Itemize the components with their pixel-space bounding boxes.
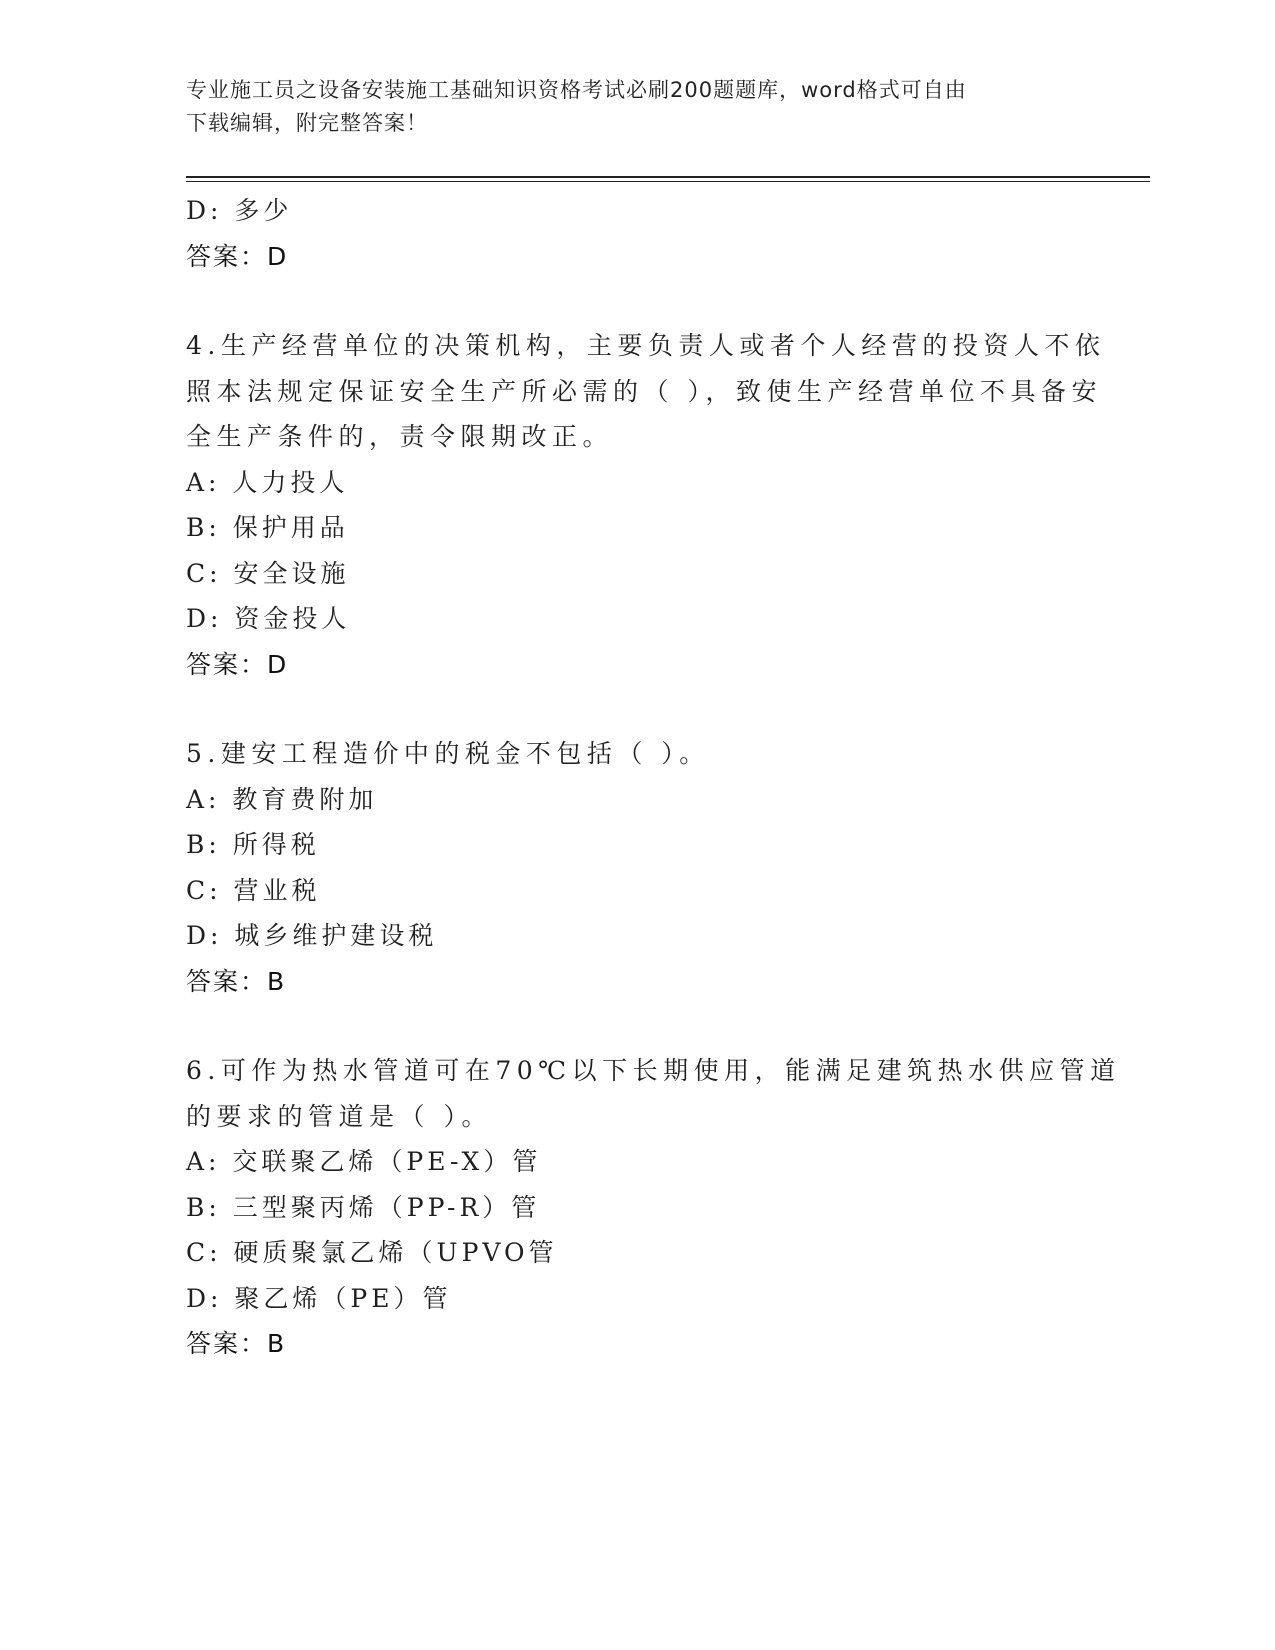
option-d: D: 城乡维护建设税 — [186, 921, 438, 950]
question-list — [186, 188, 1121, 1367]
option-c: C: 营业税 — [186, 875, 321, 905]
header-title-line-1: 专业施工员之设备安装施工基础知识资格考试必刷200题题库，word格式可自由 — [186, 78, 967, 102]
header-divider-thin — [186, 181, 1150, 182]
option-c: C: 硬质聚氯乙烯（UPVO管 — [186, 1238, 558, 1267]
option-b: B: 保护用品 — [186, 513, 349, 542]
question-text-line: 4.生产经营单位的决策机构，主要负责人或者个人经营的投资人不依 — [186, 331, 1106, 360]
option-a: A: 人力投人 — [186, 467, 349, 497]
answer-label: 答案：B — [186, 966, 287, 996]
spacer — [186, 1004, 1086, 1048]
option-d: D: 多少 — [186, 196, 293, 225]
option-a: A: 教育费附加 — [186, 784, 378, 814]
document-header — [186, 74, 1086, 140]
answer-label: 答案：D — [186, 241, 289, 271]
option-d: D: 资金投人 — [186, 604, 351, 633]
answer-label: 答案：D — [186, 649, 289, 679]
option-a: A: 交联聚乙烯（PE-X）管 — [186, 1147, 542, 1176]
spacer — [186, 687, 1086, 731]
question-4 — [186, 323, 1106, 687]
question-text-line: 照本法规定保证安全生产所必需的（ ），致使生产经营单位不具备安 — [186, 376, 1102, 406]
question-5 — [186, 731, 1086, 1004]
question-text-line: 的要求的管道是（ ）。 — [186, 1101, 492, 1131]
option-d: D: 聚乙烯（PE）管 — [186, 1283, 452, 1313]
header-divider-thick — [186, 176, 1150, 178]
question-text-line: 6.可作为热水管道可在70℃以下长期使用，能满足建筑热水供应管道 — [186, 1056, 1121, 1085]
question-text-line: 5.建安工程造价中的税金不包括（ ）。 — [186, 739, 710, 768]
option-b: B: 三型聚丙烯（PP-R）管 — [186, 1192, 541, 1222]
spacer — [186, 279, 1086, 323]
question-3-tail — [186, 188, 1086, 279]
header-title-line-2: 下载编辑，附完整答案！ — [186, 111, 428, 135]
question-text-line: 全生产条件的，责令限期改正。 — [186, 422, 614, 451]
option-b: B: 所得税 — [186, 830, 320, 859]
question-6 — [186, 1048, 1121, 1367]
answer-label: 答案：B — [186, 1329, 287, 1358]
option-c: C: 安全设施 — [186, 558, 350, 588]
